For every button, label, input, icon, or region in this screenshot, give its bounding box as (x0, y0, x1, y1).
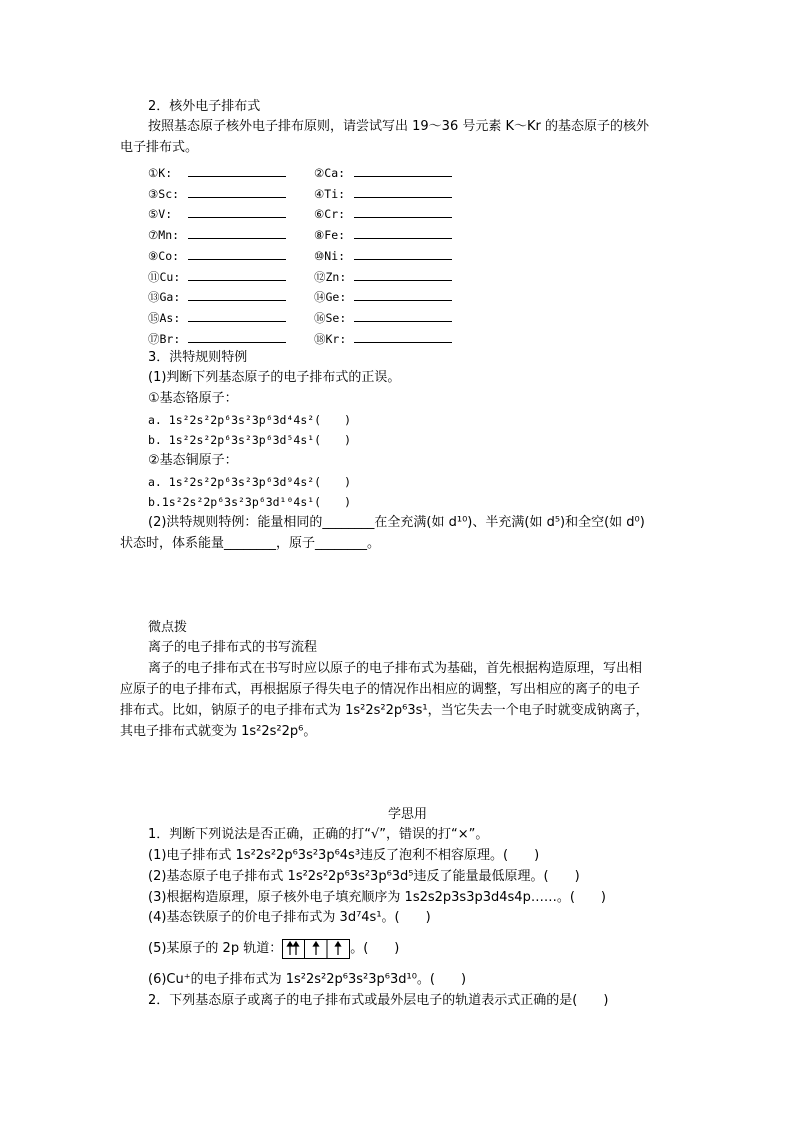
section2-intro-line2: 电子排布式。 (120, 140, 199, 155)
element-entry (148, 288, 286, 305)
answer-blank[interactable] (354, 247, 452, 260)
answer-blank[interactable] (354, 205, 452, 218)
element-label: ⑰Br: (148, 332, 181, 346)
statement-5-suffix: 。( ) (350, 941, 400, 956)
section2-heading: 2．核外电子排布式 (148, 99, 261, 114)
answer-blank[interactable] (354, 226, 452, 239)
element-label: ⑫Zn: (314, 270, 347, 284)
tip-paragraph-line3: 排布式。比如，钠原子的电子排布式为 1s²2s²2p⁶3s¹，当它失去一个电子时就变成钠离子， (120, 703, 649, 718)
copper-option-a: a. 1s²2s²2p⁶3s²3p⁶3d⁹4s²( ) (148, 475, 352, 489)
statement-5 (148, 938, 399, 960)
element-label: ⑪Cu: (148, 270, 181, 284)
element-entry (314, 226, 452, 243)
answer-blank[interactable] (354, 268, 452, 281)
element-entry (314, 309, 452, 326)
practice-q1: 1．判断下列说法是否正确，正确的打“√”，错误的打“×”。 (148, 827, 489, 842)
tip-paragraph-line2: 应原子的电子排布式，再根据原子得失电子的情况作出相应的调整，写出相应的离子的电子 (120, 682, 641, 697)
answer-blank[interactable] (354, 288, 452, 301)
element-entry (148, 164, 286, 181)
answer-blank[interactable] (188, 330, 286, 343)
answer-blank[interactable] (188, 247, 286, 260)
element-label: ⑥Cr: (314, 207, 346, 221)
element-entry (314, 288, 452, 305)
chromium-option-b: b. 1s²2s²2p⁶3s²3p⁶3d⁵4s¹( ) (148, 433, 352, 447)
element-entry (314, 330, 452, 347)
element-entry (314, 185, 452, 202)
copper-title: ②基态铜原子： (148, 453, 238, 468)
answer-blank[interactable] (354, 309, 452, 322)
hund-rule-q2-line2: 状态时，体系能量________，原子________。 (120, 536, 381, 551)
element-label: ⑭Ge: (314, 290, 347, 304)
element-entry (148, 205, 286, 222)
tip-paragraph-line4: 其电子排布式就变为 1s²2s²2p⁶。 (120, 724, 317, 739)
element-label: ⑦Mn: (148, 228, 180, 242)
element-label: ⑩Ni: (314, 249, 346, 263)
section3-q1: (1)判断下列基态原子的电子排布式的正误。 (148, 370, 401, 385)
hund-rule-q2-line1: (2)洪特规则特例：能量相同的________在全充满(如 d¹⁰)、半充满(如 d⁵)和全空(如 d⁰) (148, 515, 645, 530)
p-orbital-diagram (282, 939, 350, 959)
chromium-option-a: a. 1s²2s²2p⁶3s²3p⁶3d⁴4s²( ) (148, 413, 352, 427)
element-entry (148, 330, 286, 347)
answer-blank[interactable] (188, 164, 286, 177)
element-label: ③Sc: (148, 187, 180, 201)
element-entry (148, 226, 286, 243)
statement-2: (2)基态原子电子排布式 1s²2s²2p⁶3s²3p⁶3d⁵违反了能量最低原理。( ) (148, 869, 580, 884)
chromium-title: ①基态铬原子： (148, 391, 238, 406)
answer-blank[interactable] (188, 309, 286, 322)
section2-intro-line1: 按照基态原子核外电子排布原则，请尝试写出 19～36 号元素 K～Kr 的基态原子的核外 (148, 119, 650, 134)
element-label: ②Ca: (314, 166, 346, 180)
element-label: ⑧Fe: (314, 228, 346, 242)
answer-blank[interactable] (188, 185, 286, 198)
answer-blank[interactable] (188, 205, 286, 218)
element-label: ①K: (148, 166, 173, 180)
copper-option-b: b.1s²2s²2p⁶3s²3p⁶3d¹⁰4s¹( ) (148, 495, 352, 509)
section3-heading: 3．洪特规则特例 (148, 350, 248, 365)
element-entry (314, 268, 452, 285)
answer-blank[interactable] (354, 164, 452, 177)
element-label: ⑮As: (148, 311, 181, 325)
answer-blank[interactable] (188, 288, 286, 301)
practice-q2: 2．下列基态原子或离子的电子排布式或最外层电子的轨道表示式正确的是( ) (148, 993, 609, 1008)
statement-6: (6)Cu⁺的电子排布式为 1s²2s²2p⁶3s²3p⁶3d¹⁰。( ) (148, 972, 467, 987)
element-entry (314, 164, 452, 181)
statement-3: (3)根据构造原理，原子核外电子填充顺序为 1s2s2p3s3p3d4s4p……。( ) (148, 890, 606, 905)
element-label: ④Ti: (314, 187, 346, 201)
practice-title: 学思用 (388, 807, 428, 822)
answer-blank[interactable] (188, 226, 286, 239)
answer-blank[interactable] (354, 185, 452, 198)
element-entry (148, 185, 286, 202)
tip-label: 微点拨 (148, 620, 188, 635)
tip-paragraph-line1: 离子的电子排布式在书写时应以原子的电子排布式为基础，首先根据构造原理，写出相 (148, 661, 643, 676)
answer-blank[interactable] (354, 330, 452, 343)
element-entry (314, 247, 452, 264)
statement-4: (4)基态铁原子的价电子排布式为 3d⁷4s¹。( ) (148, 910, 431, 925)
tip-title: 离子的电子排布式的书写流程 (148, 640, 318, 655)
element-label: ⑯Se: (314, 311, 347, 325)
statement-1: (1)电子排布式 1s²2s²2p⁶3s²3p⁶4s³违反了泡利不相容原理。( ) (148, 848, 540, 863)
statement-5-prefix: (5)某原子的 2p 轨道： (148, 941, 283, 956)
element-entry (148, 268, 286, 285)
element-label: ⑱Kr: (314, 332, 347, 346)
element-label: ⑬Ga: (148, 290, 181, 304)
element-entry (148, 309, 286, 326)
element-label: ⑤V: (148, 207, 173, 221)
answer-blank[interactable] (188, 268, 286, 281)
element-label: ⑨Co: (148, 249, 180, 263)
element-entry (148, 247, 286, 264)
element-entry (314, 205, 452, 222)
